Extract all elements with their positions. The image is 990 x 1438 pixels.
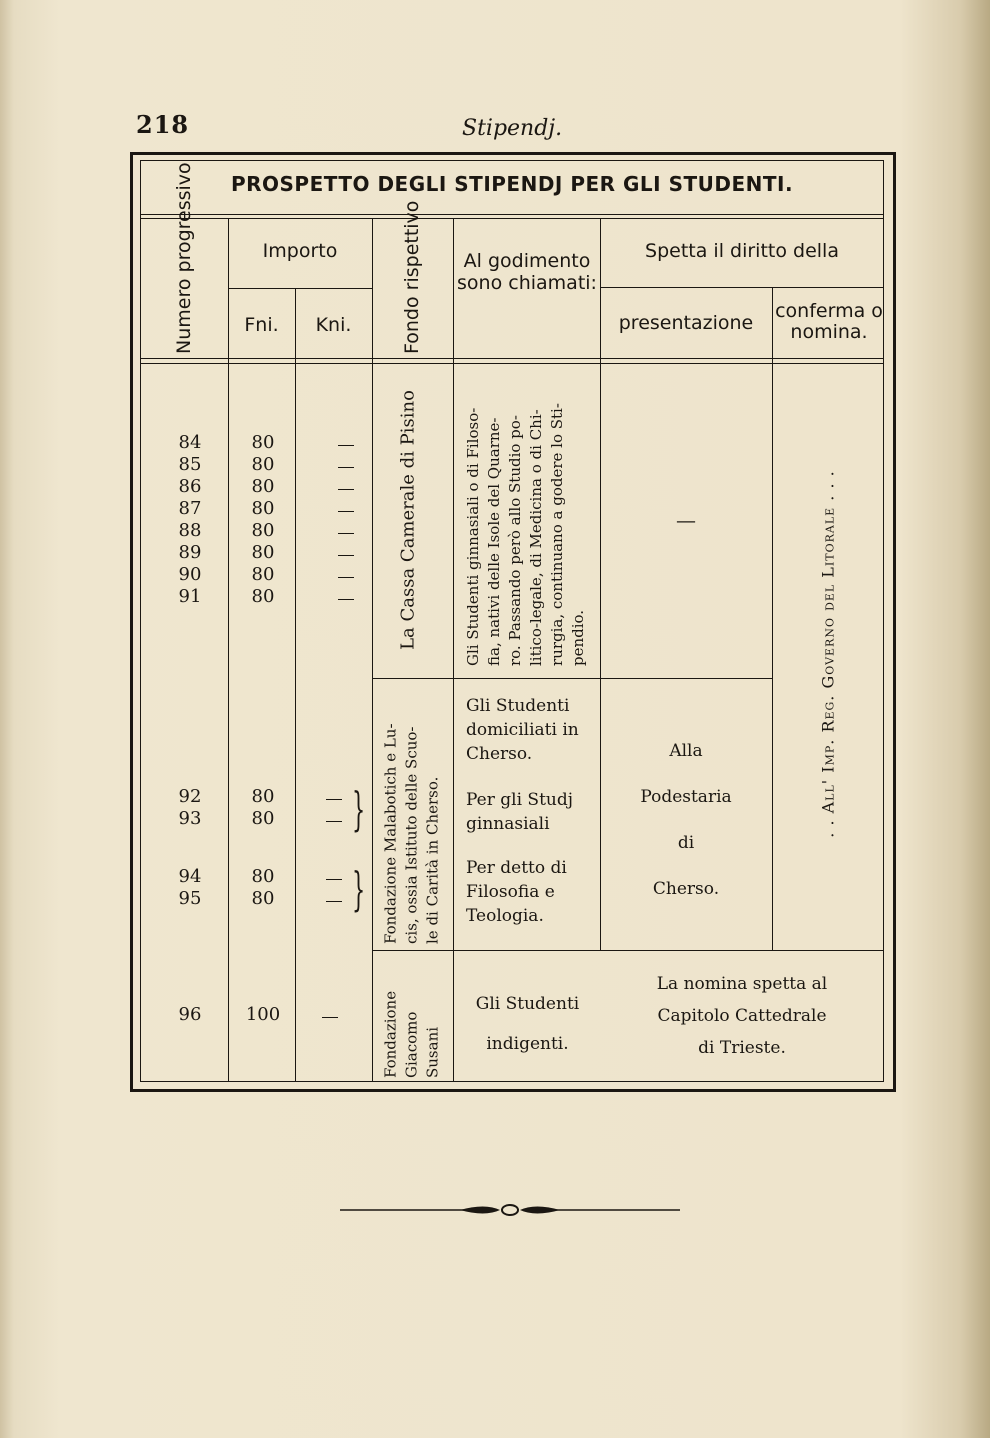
header-importo: Importo (262, 240, 338, 262)
presentazione-line: Podestaria (640, 787, 732, 807)
row-num: 93 (178, 808, 202, 829)
row-num: 84 (178, 432, 202, 453)
presentazione-line: Cherso. (652, 879, 720, 899)
godimento-line: pendio. (569, 609, 587, 666)
row-kni-dash (338, 445, 354, 446)
fondo-line: Susani (423, 1026, 442, 1078)
group2-godimento-a (466, 788, 596, 836)
row-fni: 80 (251, 564, 275, 585)
godimento-line: Per gli Studj (466, 790, 574, 810)
row-fni: 80 (251, 866, 275, 887)
group2-fondo (381, 684, 444, 944)
row-num: 94 (178, 866, 202, 887)
title-rule-double (140, 218, 884, 219)
group1-fondo: La Cassa Camerale di Pisino (397, 390, 419, 650)
row-kni-dash (326, 799, 342, 800)
page-number: 218 (136, 110, 190, 139)
godimento-line: Teologia. (466, 906, 544, 926)
row-kni-dash (338, 489, 354, 490)
fondo-line: Fondazione (381, 990, 400, 1078)
group3-diritto (600, 968, 884, 1064)
diritto-line: di Trieste. (698, 1038, 786, 1058)
godimento-line: rurgia, continuano a godere lo Sti- (548, 403, 566, 666)
godimento-line: indigenti. (486, 1034, 569, 1054)
header-diritto: Spetta il diritto della (645, 240, 839, 262)
intro-line: Gli Studenti (466, 696, 570, 716)
row-num: 87 (178, 498, 202, 519)
group2-rule (372, 950, 884, 951)
brace-icon: } (352, 782, 366, 836)
running-head: Stipendj. (462, 116, 563, 141)
row-kni-dash (338, 511, 354, 512)
godimento-line: Per detto di (466, 858, 567, 878)
header-fondo: Fondo rispettivo (401, 200, 423, 354)
godimento-line: ro. Passando però allo Studio po- (506, 415, 524, 666)
row-fni: 80 (251, 520, 275, 541)
col-rule-3 (372, 218, 373, 1082)
intro-line: Cherso. (466, 744, 533, 764)
header-godimento: Al godimento sono chiamati: (457, 250, 597, 294)
godimento-line: fia, nativi delle Isole del Quarne- (485, 417, 503, 666)
title-rule (140, 214, 884, 215)
godimento-line: Gli Studenti ginnasiali o di Filoso- (464, 407, 482, 666)
group1-rule (372, 678, 772, 679)
fondo-line: le di Carità in Cherso. (423, 776, 442, 944)
row-kni-dash (326, 821, 342, 822)
group2-godimento-b (466, 856, 596, 928)
group3-fondo (381, 954, 444, 1078)
row-kni-dash (326, 879, 342, 880)
godimento-line: litico-legale, di Medicina o di Chi- (527, 409, 545, 666)
row-kni-dash (338, 467, 354, 468)
diritto-subrule (600, 287, 884, 288)
group1-godimento (463, 374, 589, 666)
presentazione-line: Alla (669, 741, 703, 761)
row-fni: 80 (251, 432, 275, 453)
row-num: 86 (178, 476, 202, 497)
diritto-line: La nomina spetta al (656, 974, 828, 994)
row-fni: 80 (251, 888, 275, 909)
header-conferma: conferma o nomina. (775, 300, 883, 343)
row-fni: 80 (251, 586, 275, 607)
col-rule-4 (453, 218, 454, 1082)
col-rule-6 (772, 287, 773, 950)
brace-icon: } (352, 862, 366, 916)
diritto-line: Capitolo Cattedrale (657, 1006, 827, 1026)
intro-line: domiciliati in (466, 720, 579, 740)
row-num: 95 (178, 888, 202, 909)
group2-presentazione (600, 728, 772, 912)
table-title: PROSPETTO DEGLI STIPENDJ PER GLI STUDENTI. (230, 172, 794, 196)
row-kni-dash (338, 533, 354, 534)
row-fni: 100 (245, 1004, 281, 1025)
godimento-line: Filosofia e (466, 882, 555, 902)
fondo-line: Giacomo (402, 1011, 421, 1078)
importo-subrule (228, 288, 372, 289)
row-fni: 80 (251, 454, 275, 475)
row-kni-dash (338, 577, 354, 578)
row-kni-dash (338, 599, 354, 600)
group2-intro (466, 694, 596, 766)
row-num: 88 (178, 520, 202, 541)
row-fni: 80 (251, 542, 275, 563)
row-num: 96 (178, 1004, 202, 1025)
row-fni: 80 (251, 498, 275, 519)
row-fni: 80 (251, 786, 275, 807)
header-presentazione: presentazione (618, 312, 754, 334)
group1-presentazione: — (676, 508, 696, 532)
header-numero: Numero progressivo (173, 162, 195, 354)
row-fni: 80 (251, 476, 275, 497)
end-ornament-icon (340, 1200, 680, 1220)
row-fni: 80 (251, 808, 275, 829)
row-num: 91 (178, 586, 202, 607)
conferma-vertical: . . All' Imp. Reg. Governo del Litorale . . . (818, 470, 838, 838)
presentazione-line: di (677, 833, 695, 853)
row-kni-dash (322, 1017, 338, 1018)
godimento-line: Gli Studenti (475, 994, 580, 1014)
col-rule-2 (295, 288, 296, 1082)
row-num: 90 (178, 564, 202, 585)
row-num: 92 (178, 786, 202, 807)
godimento-line: ginnasiali (466, 814, 550, 834)
col-rule-1 (228, 218, 229, 1082)
header-kni: Kni. (315, 314, 352, 336)
row-kni-dash (338, 555, 354, 556)
row-num: 89 (178, 542, 202, 563)
header-fni: Fni. (244, 314, 279, 336)
fondo-line: Fondazione Malabotich e Lu- (381, 723, 400, 944)
fondo-line: cis, ossia Istituto delle Scuo- (402, 726, 421, 944)
group3-godimento (455, 984, 600, 1064)
row-num: 85 (178, 454, 202, 475)
row-kni-dash (326, 901, 342, 902)
